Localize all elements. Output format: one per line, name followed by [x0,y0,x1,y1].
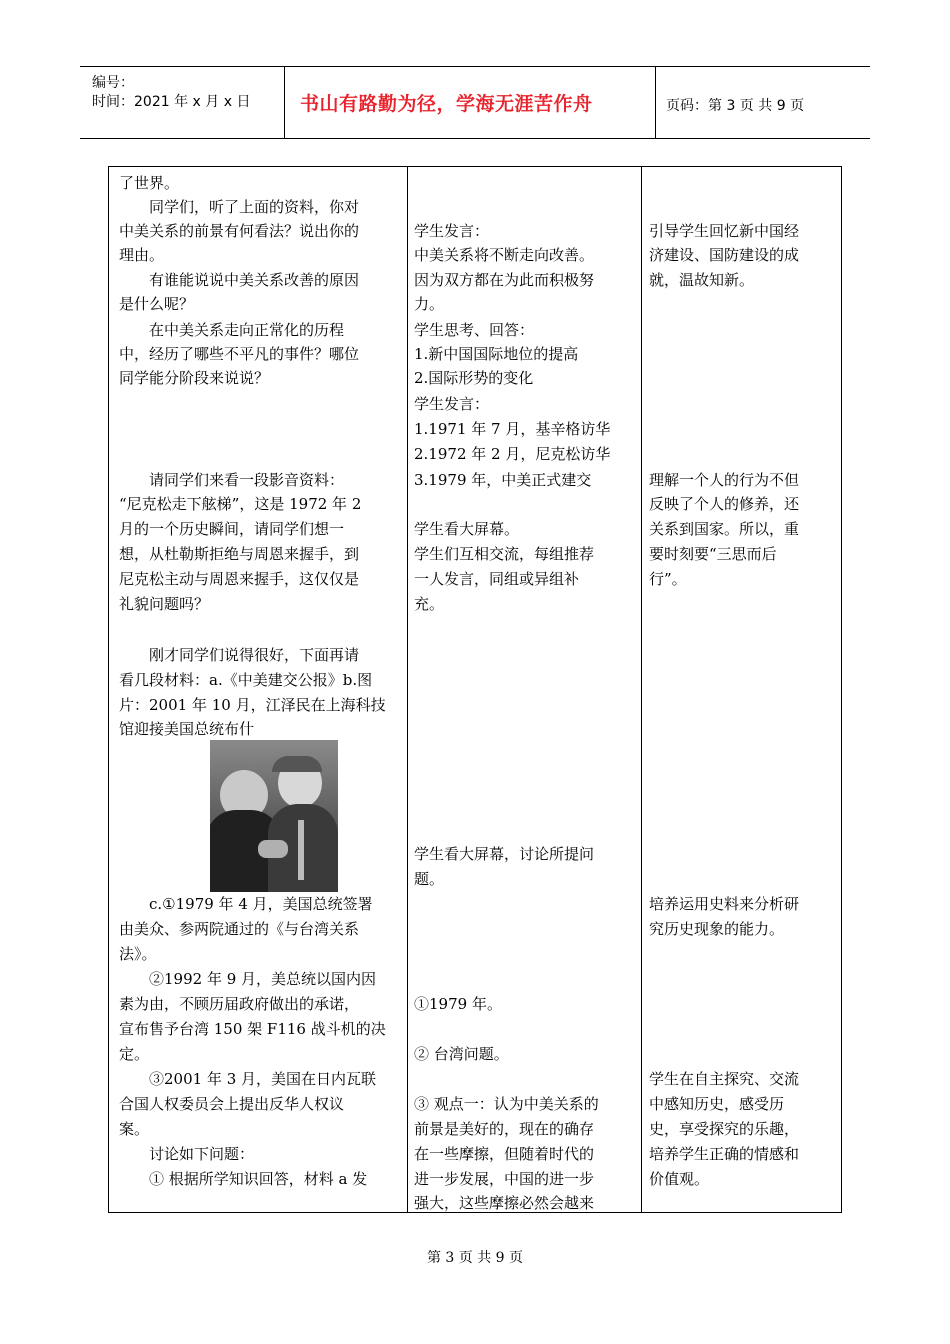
student-text-line: 2.1972 年 2 月，尼克松访华 [414,445,611,463]
teacher-text-line: ① 根据所学知识回答，材料 a 发 [149,1170,368,1188]
teacher-text-line: 定。 [119,1045,150,1063]
page-footer: 第 3 页 共 9 页 [426,1250,524,1266]
intent-text-line: 究历史现象的能力。 [649,920,785,938]
student-text-line: 学生发言： [414,222,490,240]
teacher-text-line: 案。 [119,1120,150,1138]
teacher-text-line: 法》。 [119,945,157,963]
doc-number-label: 编号： [92,75,134,91]
student-text-line: 中美关系将不断走向改善。 [414,246,595,264]
student-text-line: 进一步发展，中国的进一步 [414,1170,595,1188]
student-text-line: 2.国际形势的变化 [414,369,534,387]
student-text-line: 学生看大屏幕。 [414,520,520,538]
lesson-table [108,166,842,1213]
student-text-line: 3.1979 年，中美正式建交 [414,471,592,489]
teacher-text-line: 请同学们来看一段影音资料： [149,471,345,489]
intent-text-line: 价值观。 [649,1170,710,1188]
intent-text-line: 行”。 [649,570,687,588]
teacher-text-line: 月的一个历史瞬间，请同学们想一 [119,520,345,538]
teacher-text-line: 中，经历了哪些不平凡的事件？哪位 [119,345,360,363]
teacher-text-line: 有谁能说说中美关系改善的原因 [149,271,360,289]
page-info: 页码：第 3 页 共 9 页 [666,98,805,114]
student-text-line: 前景是美好的，现在的确存 [414,1120,595,1138]
teacher-text-line: 由美众、参两院通过的《与台湾关系 [119,920,360,938]
teacher-text-line: 宣布售予台湾 150 架 F116 战斗机的决 [119,1020,386,1038]
teacher-text-line: 合国人权委员会上提出反华人权议 [119,1095,345,1113]
teacher-text-line: 馆迎接美国总统布什 [119,720,255,738]
intent-text-line: 学生在自主探究、交流 [649,1070,800,1088]
intent-text-line: 培养学生正确的情感和 [649,1145,800,1163]
student-text-line: 学生发言： [414,395,490,413]
intent-text-line: 就，温故知新。 [649,271,755,289]
intent-text-line: 理解一个人的行为不但 [649,471,800,489]
student-text-line: ①1979 年。 [414,995,502,1013]
student-text-line: 力。 [414,295,445,313]
teacher-text-line: 片：2001 年 10 月，江泽民在上海科技 [119,696,386,714]
student-text-line: 学生思考、回答： [414,321,535,339]
teacher-text-line: 中美关系的前景有何看法？说出你的 [119,222,360,240]
teacher-text-line: 看几段材料：a.《中美建交公报》b.图 [119,671,373,689]
intent-text-line: 引导学生回忆新中国经 [649,222,800,240]
column-divider [641,167,642,1212]
teacher-text-line: 想，从杜勒斯拒绝与周恩来握手，到 [119,545,360,563]
student-text-line: 充。 [414,595,445,613]
teacher-text-line: 是什么呢？ [119,295,195,313]
leaders-handshake-photo [210,740,338,892]
intent-text-line: 要时刻要“三思而后 [649,545,777,563]
student-text-line: 一人发言，同组或异组补 [414,570,580,588]
motto-text: 书山有路勤为径，学海无涯苦作舟 [300,93,593,115]
intent-text-line: 史，享受探究的乐趣， [649,1120,800,1138]
intent-text-line: 关系到国家。所以，重 [649,520,800,538]
doc-time-label: 时间：2021 年 x 月 x 日 [92,94,251,110]
intent-text-line: 培养运用史料来分析研 [649,895,800,913]
student-text-line: ② 台湾问题。 [414,1045,509,1063]
teacher-text-line: “尼克松走下舷梯”，这是 1972 年 2 [119,495,362,513]
header-page-cell [656,67,870,138]
teacher-text-line: 礼貌问题吗？ [119,595,210,613]
header-motto-cell [285,67,656,138]
teacher-text-line: 了世界。 [119,174,180,192]
teacher-text-line: 讨论如下问题： [149,1145,255,1163]
header-meta-cell [80,67,285,138]
column-divider [407,167,408,1212]
student-text-line: 题。 [414,870,445,888]
student-text-line: 学生们互相交流，每组推荐 [414,545,595,563]
student-text-line: 因为双方都在为此而积极努 [414,271,595,289]
intent-text-line: 中感知历史，感受历 [649,1095,785,1113]
teacher-text-line: 刚才同学们说得很好，下面再请 [149,646,360,664]
student-text-line: 1.1971 年 7 月，基辛格访华 [414,420,611,438]
teacher-text-line: 在中美关系走向正常化的历程 [149,321,345,339]
student-text-line: 在一些摩擦，但随着时代的 [414,1145,595,1163]
intent-text-line: 济建设、国防建设的成 [649,246,800,264]
teacher-text-line: 素为由，不顾历届政府做出的承诺， [119,995,360,1013]
intent-text-line: 反映了个人的修养，还 [649,495,800,513]
teacher-text-line: ③2001 年 3 月，美国在日内瓦联 [149,1070,377,1088]
student-text-line: 1.新中国国际地位的提高 [414,345,579,363]
student-text-line: ③ 观点一：认为中美关系的 [414,1095,599,1113]
teacher-text-line: 尼克松主动与周恩来握手，这仅仅是 [119,570,360,588]
teacher-text-line: ②1992 年 9 月，美总统以国内因 [149,970,377,988]
page-header [80,66,870,139]
student-text-line: 强大，这些摩擦必然会越来 [414,1194,595,1212]
teacher-text-line: c.①1979 年 4 月，美国总统签署 [149,895,373,913]
teacher-text-line: 同学们，听了上面的资料，你对 [149,198,360,216]
teacher-text-line: 理由。 [119,246,165,264]
student-text-line: 学生看大屏幕，讨论所提问 [414,845,595,863]
teacher-text-line: 同学能分阶段来说说？ [119,369,270,387]
